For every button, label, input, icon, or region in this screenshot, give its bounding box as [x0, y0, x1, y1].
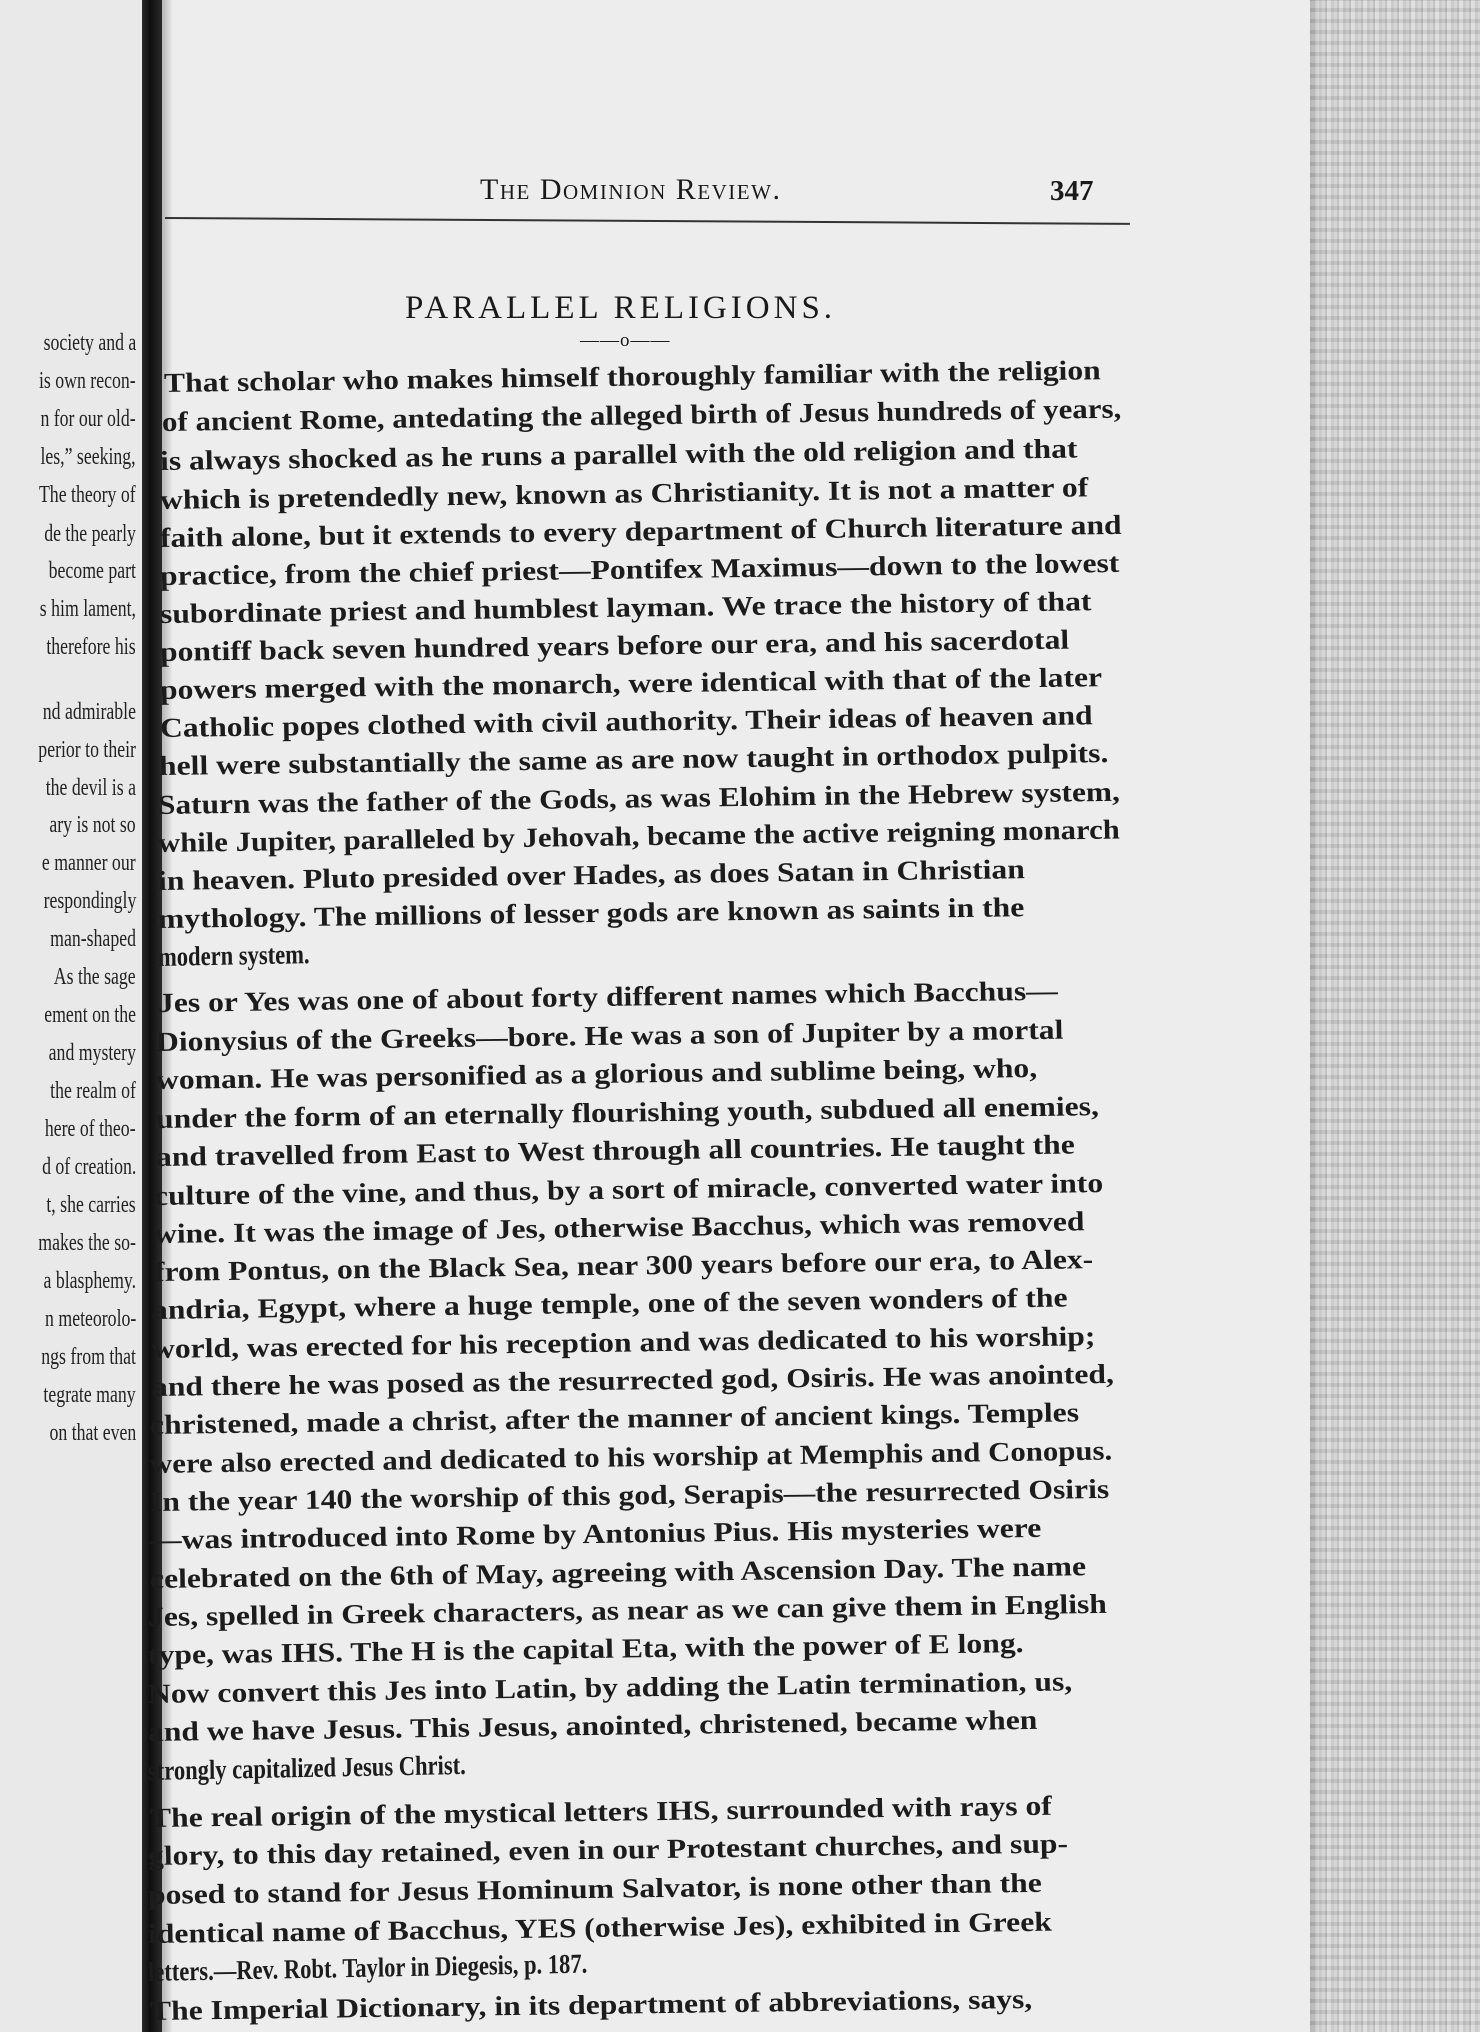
body-text-line: and we have Jesus. This Jesus, anointed, christened, became when: [147, 1703, 1038, 1747]
left-page-line: society and a: [43, 330, 136, 356]
body-text-line: —was introduced into Rome by Antonius Pius. His mysteries were: [149, 1511, 1042, 1555]
left-page-line: here of theo-: [45, 1116, 136, 1142]
body-text-line: while Jupiter, paralleled by Jehovah, became the active reigning monarch: [157, 813, 1121, 858]
body-text-line: celebrated on the 6th of May, agreeing with Ascension Day. The name: [149, 1550, 1087, 1594]
body-text-line: mythology. The millions of lesser gods are known as saints in the: [157, 891, 1025, 934]
body-text-line: glory, to this day retained, even in our Protestant churches, and sup-: [147, 1827, 1069, 1871]
left-page-line: is own recon-: [39, 368, 136, 394]
left-page-line: d of creation.: [41, 1154, 136, 1180]
body-text-line: type, was IHS. The H is the capital Eta, with the power of E long.: [147, 1627, 1024, 1670]
left-page-line: s him lament,: [39, 596, 136, 622]
body-text-line: Now convert this Jes into Latin, by adding the Latin termination, us,: [147, 1665, 1073, 1709]
body-text-line: The real origin of the mystical letters IHS, surrounded with rays of: [149, 1789, 1053, 1833]
body-text-line: were also erected and dedicated to his worship at Memphis and Conopus.: [149, 1434, 1113, 1479]
body-text-line: world, was erected for his reception and was dedicated to his worship;: [151, 1320, 1096, 1364]
left-page-line: e manner our: [42, 850, 136, 876]
body-text-line: posed to stand for Jesus Hominum Salvator, is none other than the: [147, 1866, 1042, 1910]
body-text-line: practice, from the chief priest—Pontifex Maximus—down to the lowest: [159, 546, 1120, 591]
body-text-line: of ancient Rome, antedating the alleged birth of Jesus hundreds of years,: [161, 392, 1122, 437]
body-text-line: Catholic popes clothed with civil authority. Their ideas of heaven and: [159, 699, 1093, 743]
left-page-fragment: [0, 0, 142, 2032]
body-text-line: in heaven. Pluto presided over Hades, as does Satan in Christian: [157, 853, 1026, 896]
page-edges: [1310, 0, 1480, 2032]
body-text-line: woman. He was personified as a glorious and sublime being, who,: [155, 1051, 1038, 1095]
left-page-line: the realm of: [50, 1078, 136, 1104]
body-text-line: under the form of an eternally flourishing youth, subdued all enemies,: [155, 1090, 1100, 1134]
body-text-line: christened, made a christ, after the manner of ancient kings. Temples: [149, 1396, 1080, 1440]
body-text-line: wine. It was the image of Jes, otherwise Bacchus, which was removed: [153, 1205, 1085, 1249]
body-text-line: The Imperial Dictionary, in its department of abbreviations, says,: [149, 1982, 1033, 2026]
body-text-line: subordinate priest and humblest layman. We trace the history of that: [159, 585, 1092, 629]
body-text-line: hell were substantially the same as are now taught in orthodox pulpits.: [158, 737, 1109, 781]
left-page-line: ary is not so: [49, 812, 136, 838]
running-head: The Dominion Review.: [480, 173, 782, 206]
body-text-line: from Pontus, on the Black Sea, near 300 years before our era, to Alex-: [153, 1243, 1094, 1287]
body-text-line: culture of the vine, and thus, by a sort of miracle, converted water into: [153, 1167, 1104, 1211]
body-text-line: Saturn was the father of the Gods, as was Elohim in the Hebrew system,: [157, 775, 1121, 820]
left-page-line: ement on the: [44, 1002, 136, 1028]
body-text-line: is always shocked as he runs a parallel with the old religion and that: [159, 432, 1078, 476]
title-ornament: ——o——: [580, 330, 671, 351]
body-text-line: identical name of Bacchus, YES (otherwise Jes), exhibited in Greek: [147, 1905, 1053, 1949]
body-text-line: letters.—Rev. Robt. Taylor in Diegesis, p. 187.: [147, 1947, 588, 1987]
left-page-line: man-shaped: [50, 926, 136, 952]
body-text-line: modern system.: [157, 938, 310, 972]
body-text-line: and there he was posed as the resurrected god, Osiris. He was anointed,: [151, 1357, 1115, 1402]
left-page-line: de the pearly: [44, 521, 136, 547]
article-title: PARALLEL RELIGIONS.: [405, 290, 837, 326]
left-page-line: As the sage: [54, 964, 136, 990]
left-page-line: respondingly: [43, 888, 136, 914]
body-text-line: and travelled from East to West through all countries. He taught the: [155, 1128, 1076, 1172]
left-page-line: the devil is a: [45, 775, 136, 801]
left-page-line: perior to their: [38, 737, 136, 763]
body-text-line: Dionysius of the Greeks—bore. He was a son of Jupiter by a mortal: [155, 1013, 1064, 1057]
left-page-line: les,” seeking,: [40, 444, 136, 470]
left-page-line: on that even: [49, 1420, 136, 1446]
left-page-line: a blasphemy.: [43, 1268, 136, 1294]
left-page-line: n meteorolo-: [44, 1306, 136, 1332]
body-text-line: pontiff back seven hundred years before our era, and his sacerdotal: [159, 623, 1070, 667]
left-page-line: and mystery: [48, 1040, 136, 1066]
body-text-line: In the year 140 the worship of this god, Serapis—the resurrected Osiris: [149, 1472, 1110, 1517]
body-text-line: Jes, spelled in Greek characters, as near as we can give them in English: [147, 1587, 1108, 1632]
left-page-line: become part: [48, 558, 136, 584]
left-page-line: n for our old-: [40, 406, 136, 432]
body-text-line: which is pretendedly new, known as Christianity. It is not a matter of: [159, 471, 1089, 515]
body-text-line: That scholar who makes himself thoroughly familiar with the religion: [163, 354, 1101, 398]
left-page-line: The theory of: [39, 482, 136, 508]
body-text-line: Jes or Yes was one of about forty different names which Bacchus—: [157, 974, 1058, 1018]
left-page-line: t, she carries: [46, 1192, 136, 1218]
left-page-line: makes the so-: [38, 1230, 136, 1256]
body-text-line: andria, Egypt, where a huge temple, one of the seven wonders of the: [151, 1281, 1068, 1325]
page-number: 347: [1050, 175, 1094, 207]
left-page-line: therefore his: [46, 634, 136, 660]
body-text-line: powers merged with the monarch, were identical with that of the later: [159, 661, 1103, 705]
body-text-line: strongly capitalized Jesus Christ.: [147, 1748, 466, 1786]
left-page-line: ngs from that: [41, 1344, 136, 1370]
left-page-line: nd admirable: [42, 699, 136, 725]
left-page-line: tegrate many: [43, 1382, 136, 1408]
body-text-line: faith alone, but it extends to every department of Church literature and: [159, 508, 1122, 553]
